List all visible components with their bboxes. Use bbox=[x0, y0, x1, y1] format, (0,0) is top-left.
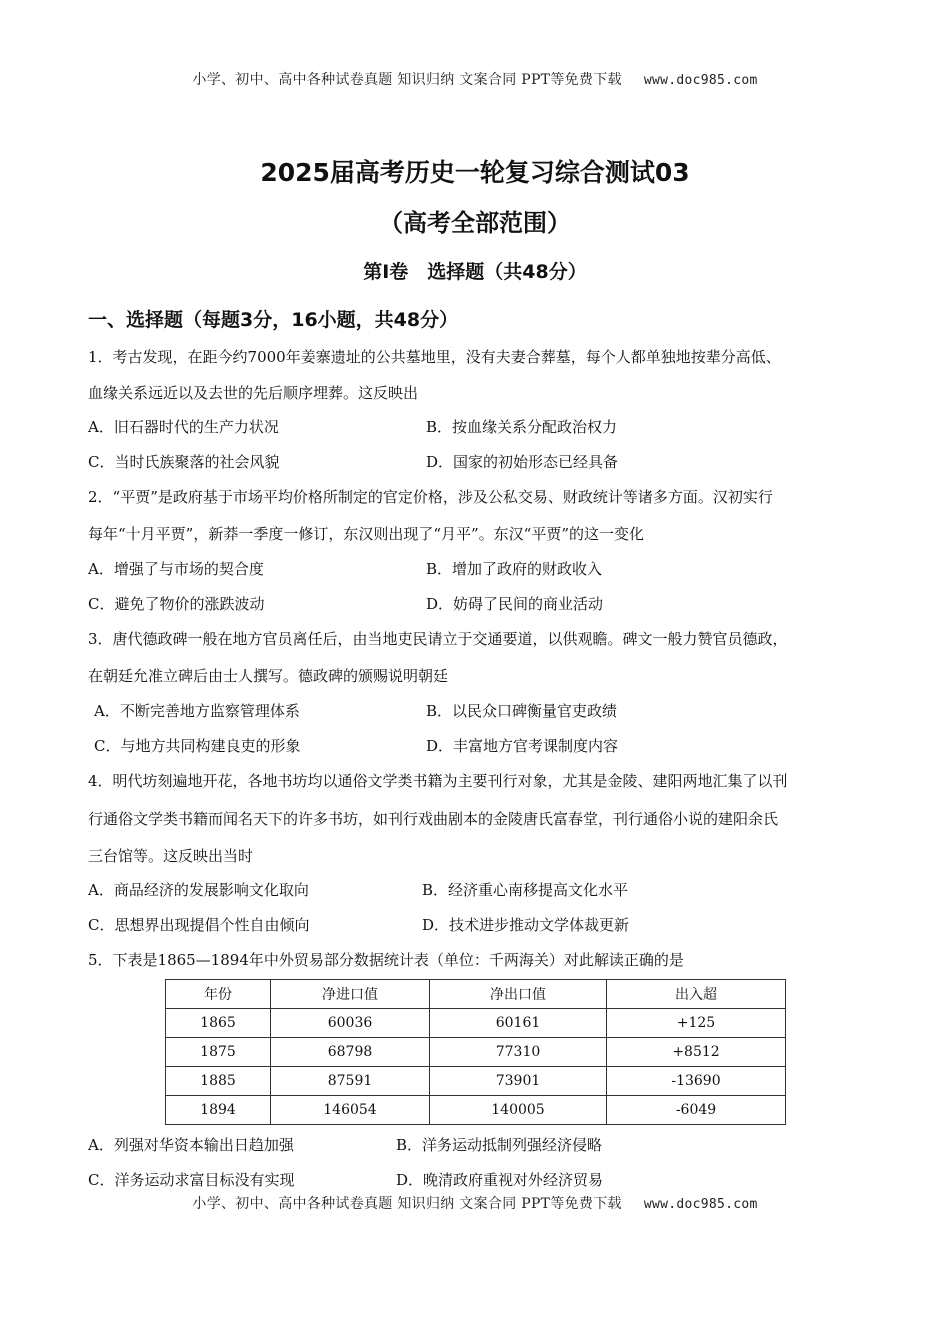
header-text: 小学、初中、高中各种试卷真题 知识归纳 文案合同 PPT等免费下载 bbox=[192, 72, 622, 88]
q5-option-b[interactable]: B．洋务运动抵制列强经济侵略 bbox=[396, 1136, 603, 1154]
table-row bbox=[166, 1009, 786, 1038]
q1-stem-line: 血缘关系远近以及去世的先后顺序埋葬。这反映出 bbox=[88, 384, 419, 402]
q5-option-c[interactable]: C．洋务运动求富目标没有实现 bbox=[88, 1171, 295, 1189]
q4-stem-line: 三台馆等。这反映出当时 bbox=[88, 847, 254, 865]
q2-option-d[interactable]: D．妨碍了民间的商业活动 bbox=[426, 595, 604, 613]
part-heading: 第Ⅰ卷 选择题（共48分） bbox=[363, 261, 587, 283]
table-cell: 77310 bbox=[430, 1038, 607, 1067]
table-header-year: 年份 bbox=[166, 980, 271, 1009]
exam-scope: （高考全部范围） bbox=[379, 209, 571, 237]
table-cell: -6049 bbox=[607, 1096, 786, 1125]
table-row bbox=[166, 1038, 786, 1067]
table-row bbox=[166, 1067, 786, 1096]
q5-option-a[interactable]: A．列强对华资本输出日趋加强 bbox=[88, 1136, 294, 1154]
q2-stem-line: 每年“十月平贾”，新莽一季度一修订，东汉则出现了“月平”。东汉“平贾”的这一变化 bbox=[88, 525, 645, 543]
table-cell: 146054 bbox=[271, 1096, 430, 1125]
q3-option-d[interactable]: D．丰富地方官考课制度内容 bbox=[426, 737, 619, 755]
table-cell: 140005 bbox=[430, 1096, 607, 1125]
table-cell: 1875 bbox=[166, 1038, 271, 1067]
table-cell: 73901 bbox=[430, 1067, 607, 1096]
q1-option-a[interactable]: A．旧石器时代的生产力状况 bbox=[88, 418, 279, 436]
q3-option-c[interactable]: C．与地方共同构建良吏的形象 bbox=[94, 737, 301, 755]
q2-option-c[interactable]: C．避免了物价的涨跌波动 bbox=[88, 595, 265, 613]
q1-option-d[interactable]: D．国家的初始形态已经具备 bbox=[426, 453, 619, 471]
q4-option-c[interactable]: C．思想界出现提倡个性自由倾向 bbox=[88, 916, 310, 934]
q1-option-c[interactable]: C．当时氏族聚落的社会风貌 bbox=[88, 453, 280, 471]
table-cell: 60161 bbox=[430, 1009, 607, 1038]
q2-option-b[interactable]: B．增加了政府的财政收入 bbox=[426, 560, 603, 578]
exam-title: 2025届高考历史一轮复习综合测试03 bbox=[260, 158, 690, 187]
q4-stem-line: 4．明代坊刻遍地开花，各地书坊均以通俗文学类书籍为主要刊行对象，尤其是金陵、建阳两地汇集了以刊 bbox=[88, 772, 788, 790]
trade-data-table bbox=[165, 979, 786, 1125]
q3-option-b[interactable]: B．以民众口碑衡量官吏政绩 bbox=[426, 702, 618, 720]
q3-option-a[interactable]: A．不断完善地方监察管理体系 bbox=[94, 702, 300, 720]
table-header-export: 净出口值 bbox=[430, 980, 607, 1009]
table-cell: 68798 bbox=[271, 1038, 430, 1067]
page-footer bbox=[0, 1193, 950, 1213]
table-cell: +125 bbox=[607, 1009, 786, 1038]
section-heading: 一、选择题（每题3分，16小题，共48分） bbox=[88, 309, 459, 331]
q5-option-d[interactable]: D．晚清政府重视对外经济贸易 bbox=[396, 1171, 604, 1189]
table-header-import: 净进口值 bbox=[271, 980, 430, 1009]
q4-stem-line: 行通俗文学类书籍而闻名天下的许多书坊，如刊行戏曲剧本的金陵唐氏富春堂，刊行通俗小说的建阳余氏 bbox=[88, 810, 779, 828]
q4-option-d[interactable]: D．技术进步推动文学体裁更新 bbox=[422, 916, 630, 934]
q3-stem-line: 3．唐代德政碑一般在地方官员离任后，由当地吏民请立于交通要道，以供观瞻。碑文一般力赞官员德政， bbox=[88, 630, 788, 648]
q4-option-b[interactable]: B．经济重心南移提高文化水平 bbox=[422, 881, 629, 899]
q1-option-b[interactable]: B．按血缘关系分配政治权力 bbox=[426, 418, 618, 436]
page-header bbox=[0, 69, 950, 89]
table-cell: 60036 bbox=[271, 1009, 430, 1038]
q4-option-a[interactable]: A．商品经济的发展影响文化取向 bbox=[88, 881, 309, 899]
table-cell: 1885 bbox=[166, 1067, 271, 1096]
table-cell: -13690 bbox=[607, 1067, 786, 1096]
table-row bbox=[166, 1096, 786, 1125]
footer-site-link[interactable]: www.doc985.com bbox=[643, 1197, 758, 1212]
table-cell: 1865 bbox=[166, 1009, 271, 1038]
table-cell: 87591 bbox=[271, 1067, 430, 1096]
table-cell: 1894 bbox=[166, 1096, 271, 1125]
q5-stem-line: 5．下表是1865—1894年中外贸易部分数据统计表（单位：千两海关）对此解读正确的是 bbox=[88, 951, 684, 969]
header-site-link[interactable]: www.doc985.com bbox=[643, 73, 758, 88]
q1-stem-line: 1．考古发现，在距今约7000年姜寨遗址的公共墓地里，没有夫妻合葬墓，每个人都单独地按辈分高低、 bbox=[88, 348, 781, 366]
footer-text: 小学、初中、高中各种试卷真题 知识归纳 文案合同 PPT等免费下载 bbox=[192, 1196, 622, 1212]
q2-option-a[interactable]: A．增强了与市场的契合度 bbox=[88, 560, 264, 578]
table-cell: +8512 bbox=[607, 1038, 786, 1067]
q3-stem-line: 在朝廷允准立碑后由士人撰写。德政碑的颁赐说明朝廷 bbox=[88, 667, 449, 685]
q2-stem-line: 2．“平贾”是政府基于市场平均价格所制定的官定价格，涉及公私交易、财政统计等诸多方面。汉初实行 bbox=[88, 488, 773, 506]
table-header-row bbox=[166, 980, 786, 1009]
table-header-balance: 出入超 bbox=[607, 980, 786, 1009]
